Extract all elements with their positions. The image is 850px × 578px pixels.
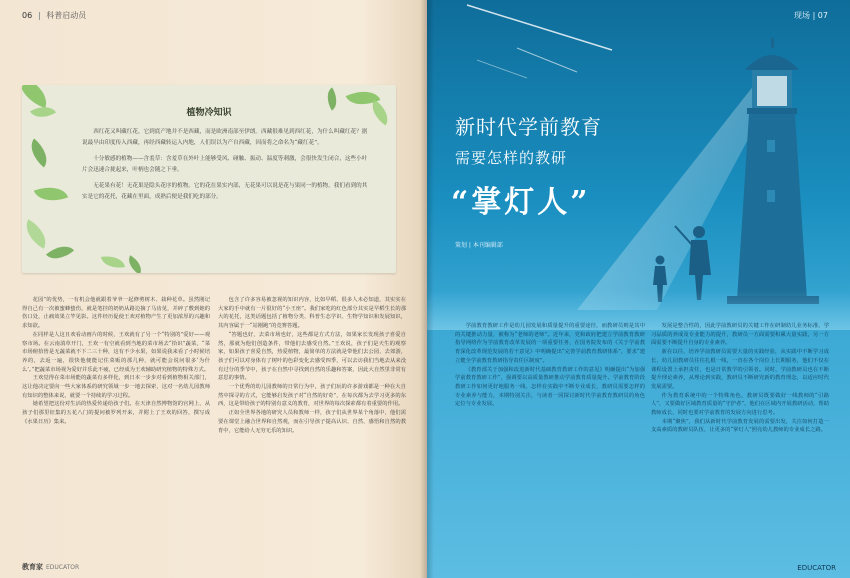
- leaf-decoration-icon: [22, 219, 53, 249]
- body-paragraph: 在同样是人这且欢看动画片的时候，王欢就有了另一个“特别的”爱好——观察市场。在云南滇草开门，王欢一有空就看到当地的菜市场去“拾识”蔬菜，“菜市场俯拾皆是无蔬菜就不下二三十种，这有不少水果，如果说我来看了小时候培养的，去返一遍，很快他便能记住菜贩的那几种，就可能会说问很多‘为什么’。”把蔬菜市场视为爱好并乐此不疲，已经成为王欢辅助研究植物的特殊方式。: [22, 331, 210, 373]
- body-paragraph: 她希望把这份对生活的热爱传递给孩子们。在天津自然博物馆的官网上，从孩子们那里征集的五花八门的提问被罗列开来，并附上了王欢的回答，撰写成《水果日历》集来。: [22, 401, 210, 425]
- page-gutter: [420, 0, 434, 578]
- right-page: [427, 0, 850, 578]
- body-paragraph: 包含了许多容易被忽视的知识内容，比如早稻、很多人未必知道，其实实在大家的手中就有一片很好的“小王座”。我们家吃的红色部分其实是早稻生长的那大的花托，这类话题包括了植物分类、科普生态学识、生物学知识和发展知识，其内容属于一“站刚跑”的竞赛答题。: [218, 297, 406, 330]
- leaf-decoration-icon: [101, 253, 125, 271]
- body-paragraph: 作为教育系统中的一个特殊角色，教研员既要做好一线教师的“引路人”，又要做好区域教育质量的“守护者”，他们在区域内开展教研活动，帮助教师成长，同时也要对学前教育的发展方向进行思考。: [651, 392, 829, 417]
- left-footer: [22, 562, 79, 572]
- plant-facts-box: [22, 85, 396, 273]
- left-running-header: [22, 10, 86, 21]
- body-paragraph: 王欢觉得在菜市场能的蔬菜有多样化，到日本一步步对看到植物相关部门，这让他决定要向一些大家体系的研究领域一步一地去探索，这对一名幼儿园教师有知识的整体来说，就要一个持续的学习过程。: [22, 375, 210, 399]
- headline-line-3: “掌灯人”: [451, 185, 591, 220]
- leaf-decoration-icon: [34, 180, 68, 207]
- body-paragraph: “答题也好，去菜市场也好，这些都是方式方法，如果家长发现孩子喜爱自然，那就为他们创造条件，带他们去感受自然。”王欢说，孩子们是天生的观察家，如果孩子喜爱自然，热爱植物，最简单的方法就是带他们去公园、去郊游，孩子们可以对身体有了树叶的色彩变化去感受四季，可以去访我们当地去从来没有过分的季节中，孩子在自然中寻找到自然的乐趣和答案，因此大自然里非常有意思的事情。: [218, 331, 406, 382]
- lighthouse-lamp: [757, 76, 787, 106]
- leaf-decoration-icon: [46, 239, 74, 266]
- box-paragraph: 无花果有花！无花果是隐头花序的植物。它的花在果实内部，无花果可以说是花与果同一的植物，我们看到的其实是它的花托，花藏在里面，成熟后便是我们吃的部分。: [82, 183, 368, 200]
- leaf-decoration-icon: [24, 139, 54, 168]
- left-column-2: [218, 296, 406, 435]
- body-paragraph: 《教育部关于加强和改进新时代基础教育教研工作的意见》明确提出“为加强学前教育教研工作”，强调要以高质量教研推动学前教育质量提升。学前教育阶段教研工作如何更好地服务一线、怎样在实践中不断专业成长，教研员需要怎样的专业素养与能力，本期特别关注，与读者一同探讨新时代学前教育教研员的角色定位与专业发展。: [455, 366, 645, 408]
- body-paragraph: 花园”的优势，一有机会他就跟着爷爷一起修剪树木、栽种花草。虽然刚记得自己有一次被蜜蜂蛰伤，就是笔挂的奶奶从路边摘了马齿苋，并碎了敷到她的伤口处，止痛效果立竿见影。这件经历促使王欢对植物产生了更加浓厚的兴趣和求知欲。: [22, 297, 210, 330]
- shooting-star-icon: [477, 60, 527, 78]
- footer-sub: EDUCATOR: [46, 564, 80, 571]
- right-column-1: [455, 322, 645, 409]
- right-footer: EDUCATOR: [797, 564, 836, 572]
- body-paragraph: 新在以往，培养学前教研员需要大量的实践经验，从实践中不断学习成长，幼儿园教研员往往扎根一线，一直在各个岗位上长期服务，他们不仅在课程设置上承担责任，也是日常教学的引领者。同时，学前教研员也在不断提升理论素养，从理论到实践，教研员不断研究新的教育理念，以适应时代发展需要。: [651, 349, 829, 390]
- body-paragraph: 正如全世界各地的研究人员和教师一样，孩子们从世界某个角落中，他们需要在课堂上融合世界和自然观，而在引导孩子提高认识、自然、感悟和自然的教育中，它能给人无穷无乐的知识。: [218, 410, 406, 434]
- headline-line-1: 新时代学前教育: [455, 115, 602, 139]
- box-paragraph: 十分敏感的植物——含羞草：含羞草在外叶上能够受风、碰触、振动、温度等刺激，会很快发生闭合，这些小叶片会迅速合拢起来，叶柄也会随之下垂。: [82, 156, 368, 173]
- shooting-star-icon: [517, 48, 577, 72]
- byline: 策划 | 本刊编辑部: [455, 242, 503, 249]
- section-label: 科普启动员: [46, 11, 87, 20]
- left-column-1: [22, 296, 210, 427]
- body-paragraph: 发展是整合性的，因此学前教研员的关键工作在研制幼儿业务标准，学习品质的养成及专业能力的提升，教研员一方面需要积累大量实践，另一方面需要不断提升自身的专业素养。: [651, 323, 829, 347]
- box-paragraph: 西红花又叫藏红花，它到底产地并不是西藏，而是欧洲南部至伊朗。西藏很难见到西红花，为什么叫藏红花？据说最早由印度传入西藏，再经西藏转运入内地，人们误以为产自西藏，因而将之命名为“藏红花”。: [82, 129, 368, 146]
- body-paragraph: 本期“聚焦”，我们从新时代学前教育发展的需要出发，关注如何打造一支高素质的教研员队伍，让更多的“掌灯人”照亮幼儿教师的专业成长之路。: [651, 418, 829, 434]
- shooting-star-icon: [467, 5, 612, 50]
- header-divider: [39, 12, 40, 20]
- right-running-header: 现场 | 07: [794, 11, 828, 20]
- box-body: [82, 127, 368, 209]
- body-paragraph: 学前教育教研工作是幼儿园发展和质量提升的重要途径，而教研员则是其中的关键推动力量，被称为“老师的老师”。近年来，党和政府把建立学前教育教研指导网络作为学前教育改革发展的一项重要任务，在国务院发布的《关于学前教育深化改革规范发展的若干意见》中明确提出“完善学前教育教研体系”，要求“建立健全学前教育教研指导责任区制度”。: [455, 323, 645, 364]
- left-page-number: 06: [22, 11, 33, 20]
- headline-line-2: 需要怎样的教研: [455, 149, 568, 167]
- footer-brand: 教育家: [22, 563, 43, 571]
- body-paragraph: 一个优秀的幼儿园教师的日常行为中，孩子们玩的许多游戏都是一种在大自然中探寻的方式，它能够启发孩子对“自然的好奇”，在每次都为去学习更多的东西，这是带给孩子的特别有意义的教育，对世界的每次探索都有着重要的作用。: [218, 384, 406, 408]
- leaf-decoration-icon: [124, 255, 146, 273]
- right-column-2: [651, 322, 829, 435]
- box-title: 植物冷知识: [186, 108, 232, 118]
